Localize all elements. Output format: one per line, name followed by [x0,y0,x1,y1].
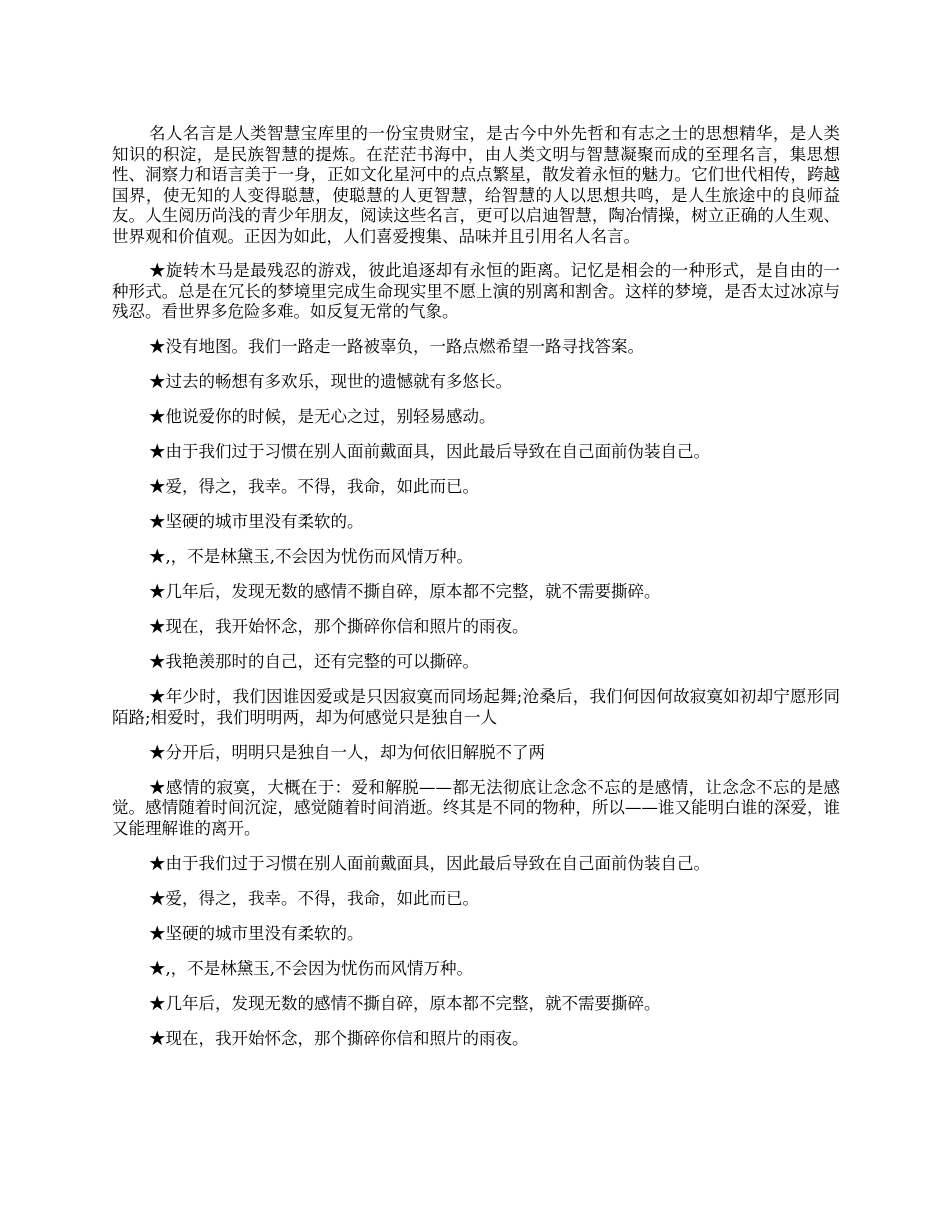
quote-paragraph: ★过去的畅想有多欢乐，现世的遗憾就有多悠长。 [149,372,512,391]
quote-paragraph: ★现在，我开始怀念，那个撕碎你信和照片的雨夜。 [149,1028,529,1048]
quote-paragraph: ★坚硬的城市里没有柔软的。 [149,512,364,531]
quote-paragraph: ★几年后，发现无数的感情不撕自碎，原本都不完整，就不需要撕碎。 [149,993,661,1013]
intro-paragraph: 名人名言是人类智慧宝库里的一份宝贵财宝，是古今中外先哲和有志之士的思想精华，是人类知识的积淀，是民族智慧的提炼。在茫茫书海中，由人类文明与智慧凝聚而成的至理名言，集思想性、洞察力和语言美于一身，正如文化星河中的点点繁星，散发着永恒的魅力。它们世代相传，跨越国界，使无知的人变得聪慧，使聪慧的人更智慧，给智慧的人以思想共鸣，是人生旅途中的良师益友。人生阅历尚浅的青少年朋友，阅读这些名言，更可以启迪智慧，陶冶情操，树立正确的人生观、世界观和价值观。正因为如此，人们喜爱搜集、品味并且引用名人名言。 [112,124,840,246]
quote-paragraph: ★爱，得之，我幸。不得，我命，如此而已。 [149,477,479,496]
quote-paragraph: ★坚硬的城市里没有柔软的。 [149,923,364,943]
quote-paragraph: ★感情的寂寞，大概在于：爱和解脱——都无法彻底让念念不忘的是感情，让念念不忘的是感觉。感情随着时间沉淀，感觉随着时间消逝。终其是不同的物种，所以——谁又能明白谁的深爱，谁又能理解谁的离开。 [112,777,840,838]
document-body [112,124,840,1064]
quote-paragraph: ★我艳羡那时的自己，还有完整的可以撕碎。 [149,652,479,671]
quote-paragraph: ★旋转木马是最残忍的游戏，彼此追逐却有永恒的距离。记忆是相会的一种形式，是自由的一种形式。总是在冗长的梦境里完成生命现实里不愿上演的别离和割舍。这样的梦境，是否太过冰凉与残忍。看世界多危险多难。如反复无常的气象。 [112,261,840,321]
quote-paragraph: ★分开后，明明只是独自一人，却为何依旧解脱不了两 [149,742,545,762]
quote-paragraph: ★没有地图。我们一路走一路被辜负，一路点燃希望一路寻找答案。 [149,337,644,356]
quote-paragraph: ★现在，我开始怀念，那个撕碎你信和照片的雨夜。 [149,617,529,636]
quote-paragraph: ★,，不是林黛玉,不会因为忧伤而风情万种。 [149,547,473,566]
quote-paragraph: ★年少时，我们因谁因爱或是只因寂寞而同场起舞;沧桑后，我们何因何故寂寞如初却宁愿形同陌路;相爱时，我们明明两，却为何感觉只是独自一人 [112,687,840,727]
quote-paragraph: ★,，不是林黛玉,不会因为忧伤而风情万种。 [149,958,473,978]
quote-paragraph: ★几年后，发现无数的感情不撕自碎，原本都不完整，就不需要撕碎。 [149,582,661,601]
quote-paragraph: ★他说爱你的时候，是无心之过，别轻易感动。 [149,407,496,426]
quote-paragraph: ★由于我们过于习惯在别人面前戴面具，因此最后导致在自己面前伪装自己。 [149,442,710,461]
quote-paragraph: ★爱，得之，我幸。不得，我命，如此而已。 [149,888,479,908]
quote-paragraph: ★由于我们过于习惯在别人面前戴面具，因此最后导致在自己面前伪装自己。 [149,853,710,873]
